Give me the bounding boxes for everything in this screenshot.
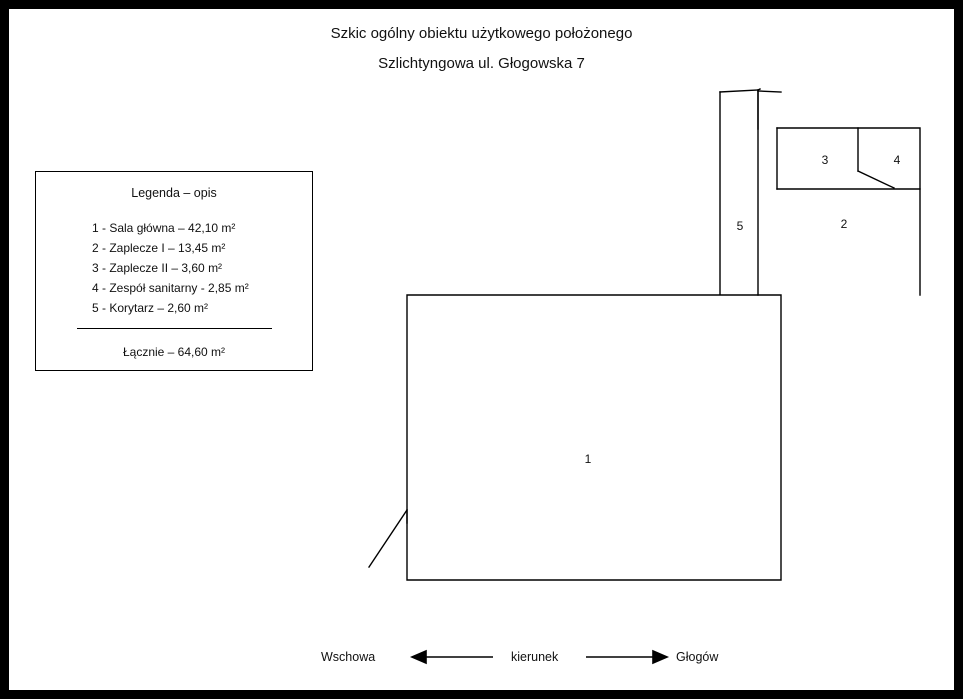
direction-right-label: Głogów <box>676 650 719 664</box>
door-swing-main-hall <box>369 510 407 567</box>
legend-item-4: 4 - Zespół sanitarny - 2,85 m² <box>92 281 249 295</box>
main-outline <box>407 92 781 580</box>
legend-item-1: 1 - Sala główna – 42,10 m² <box>92 221 236 235</box>
direction-center-label: kierunek <box>511 650 559 664</box>
arrow-head-right-icon <box>653 651 667 663</box>
door-swing-room-4 <box>858 171 894 188</box>
direction-arrows <box>9 645 954 675</box>
title-line-1: Szkic ogólny obiektu użytkowego położonego <box>330 25 633 42</box>
legend-item-2: 2 - Zaplecze I – 13,45 m² <box>92 241 226 255</box>
legend-total: Łącznie – 64,60 m² <box>122 345 226 359</box>
direction-bar <box>9 645 954 675</box>
arrow-head-left-icon <box>412 651 426 663</box>
legend-heading: Legenda – opis <box>131 186 217 200</box>
corridor-door-jamb <box>758 89 760 129</box>
room-label-2: 2 <box>840 217 848 231</box>
door-swing-top <box>758 91 781 92</box>
room-label-1: 1 <box>584 452 592 466</box>
room-label-3: 3 <box>821 153 829 167</box>
room-label-5: 5 <box>736 219 744 233</box>
corridor-top-edge <box>720 90 758 92</box>
legend-item-3: 3 - Zaplecze II – 3,60 m² <box>92 261 223 275</box>
drawing-sheet <box>9 9 954 690</box>
floor-plan-drawing <box>9 9 954 690</box>
room-label-4: 4 <box>893 153 901 167</box>
direction-left-label: Wschowa <box>321 650 376 664</box>
legend-item-5: 5 - Korytarz – 2,60 m² <box>92 301 209 315</box>
title-line-2: Szlichtyngowa ul. Głogowska 7 <box>378 55 585 72</box>
